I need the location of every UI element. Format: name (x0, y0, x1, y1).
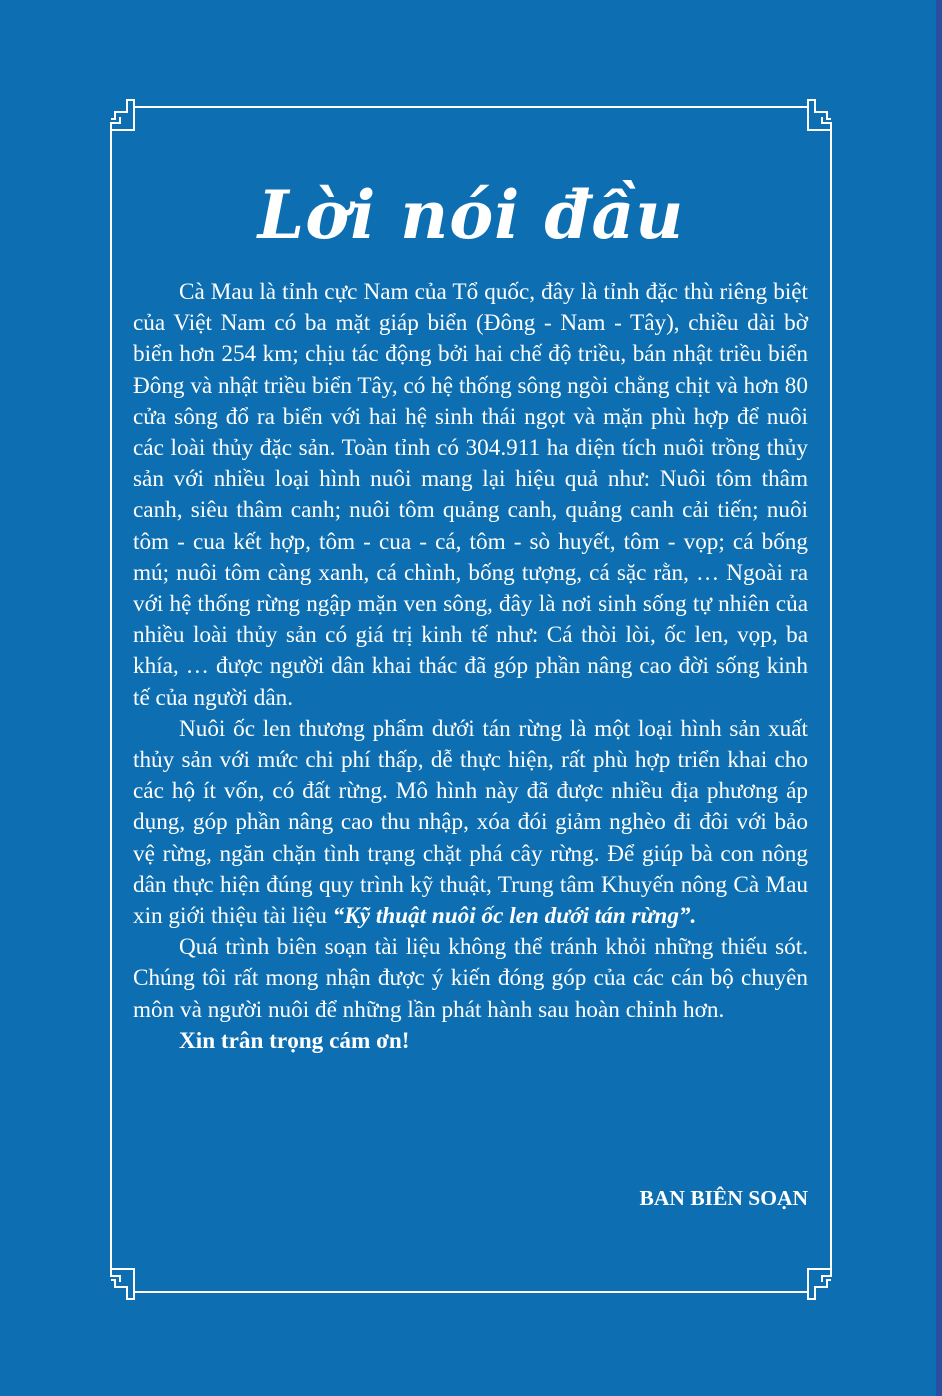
page-title: Lời nói đầu (257, 176, 685, 254)
paragraph-model-text: Nuôi ốc len thương phẩm dưới tán rừng là một loại hình sản xuất thủy sản với mức chi phí thấp, dễ thực hiện, rất phù hợp triển khai cho các hộ ít vốn, có đất rừng. Mô hình này đã được nhiều địa phương áp dụng, góp phần nâng cao thu nhập, xóa đói giảm nghèo đi đôi với bảo vệ rừng, ngăn chặn tình trạng chặt phá cây rừng. Để giúp bà con nông dân thực hiện đúng quy trình kỹ thuật, Trung tâm Khuyến nông Cà Mau xin giới thiệu tài liệu (133, 715, 808, 930)
paragraph-feedback: Quá trình biên soạn tài liệu không thể tránh khỏi những thiếu sót. Chúng tôi rất mong nhận được ý kiến đóng góp của các cán bộ chuyên môn và người nuôi để những lần phát hành sau hoàn chỉnh hơn. (133, 934, 808, 1023)
paragraph-model (133, 714, 808, 932)
preface-body (133, 277, 808, 1057)
document-title-reference: “Kỹ thuật nuôi ốc len dưới tán rừng”. (332, 903, 697, 930)
paragraph-intro: Cà Mau là tỉnh cực Nam của Tổ quốc, đây là tỉnh đặc thù riêng biệt của Việt Nam có ba mặt giáp biển (Đông - Nam - Tây), chiều dài bờ biển hơn 254 km; chịu tác động bởi hai chế độ triều, bán nhật triều biển Đông và nhật triều biển Tây, có hệ thống sông ngòi chằng chịt và hơn 80 cửa sông đổ ra biển với hai hệ sinh thái ngọt và mặn phù hợp để nuôi các loài thủy đặc sản. Toàn tỉnh có 304.911 ha diện tích nuôi trồng thủy sản với nhiều loại hình nuôi mang lại hiệu quả như: Nuôi tôm thâm canh, siêu thâm canh; nuôi tôm quảng canh, quảng canh cải tiến; nuôi tôm - cua kết hợp, tôm - cua - cá, tôm - sò huyết, tôm - vọp; cá bống mú; nuôi tôm càng xanh, cá chình, bống tượng, cá sặc rằn, … Ngoài ra với hệ thống rừng ngập mặn ven sông, đây là nơi sinh sống tự nhiên của nhiều loài thủy sản có giá trị kinh tế như: Cá thòi lòi, ốc len, vọp, ba khía, … được người dân khai thác đã góp phần nâng cao đời sống kinh tế của người dân. (133, 279, 808, 711)
signature: BAN BIÊN SOẠN (639, 1186, 808, 1210)
thanks-line: Xin trân trọng cám ơn! (179, 1027, 410, 1054)
